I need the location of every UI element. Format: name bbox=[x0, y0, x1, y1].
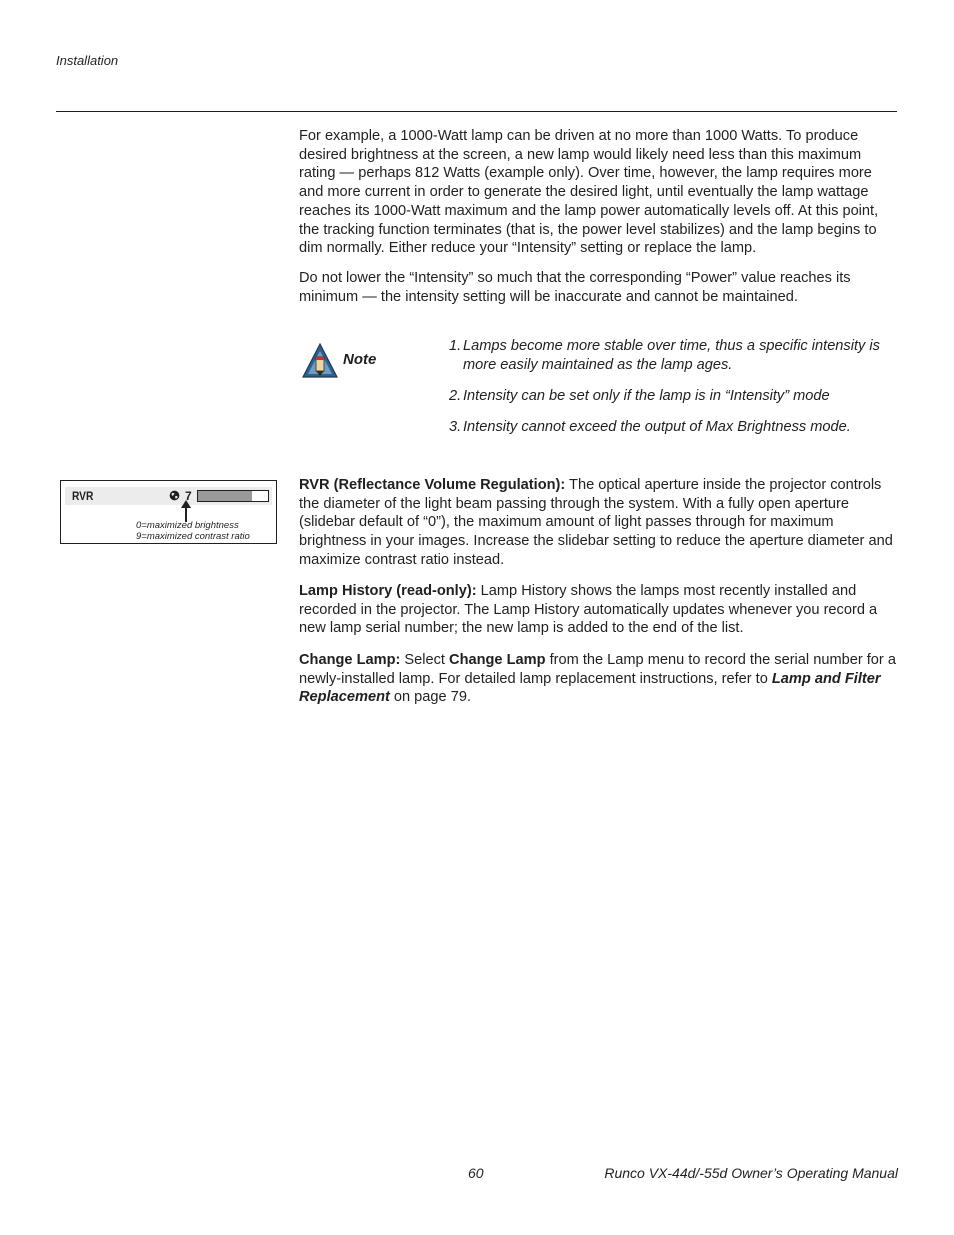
note-list-item bbox=[449, 387, 901, 406]
rvr-menu-row bbox=[65, 487, 272, 505]
body-paragraph-lamp-example bbox=[299, 127, 899, 258]
note-label: Note bbox=[343, 351, 377, 368]
arrow-up-icon bbox=[180, 500, 192, 522]
lamp-history-text: Lamp History shows the lamps most recently installed and recorded in the projector. The Lamp History automatically updates whenever you record a new lamp serial number; the new lamp is added to the end of the list. bbox=[299, 583, 878, 637]
rvr-slider-fill bbox=[198, 491, 252, 501]
rvr-legend-min: 0=maximized brightness bbox=[136, 520, 239, 531]
footer-page-number: 60 bbox=[468, 1165, 484, 1181]
change-lamp-text: Select bbox=[400, 652, 450, 668]
note-item-number: 3. bbox=[449, 419, 462, 435]
cross-reference-link[interactable]: Lamp and Filter Replacement bbox=[299, 670, 881, 706]
header-divider bbox=[56, 111, 897, 112]
rvr-value: 7 bbox=[185, 489, 192, 503]
rvr-menu-label: RVR bbox=[72, 489, 94, 503]
paragraph-text: For example, a 1000-Watt lamp can be driven at no more than 1000 Watts. To produce desired brightness at the screen, a new lamp would likely need less than this maximum rating — perhaps 812 Watts (example only). Over time, however, the lamp requires more and more current in order to generate the desired light, until eventually the lamp wattage reaches its 1000-Watt maximum and the lamp power automatically levels off. At this point, the tracking function terminates (that is, the power level stabilizes) and the lamp begins to dim normally. Either reduce your “Intensity” setting or replace the lamp. bbox=[299, 128, 879, 257]
change-lamp-term: Change Lamp: bbox=[299, 652, 401, 668]
rvr-text: The optical aperture inside the projector controls the diameter of the light beam passing through the system. With a fully open aperture (slidebar default of “0”), the maximum amount of light passes through for maximum brightness in your images. Increase the slidebar setting to reduce the aperture diameter and maximize contrast ratio instead. bbox=[299, 477, 893, 568]
change-lamp-text-continued: from the Lamp menu to record the serial number for a newly-installed lamp. For detailed lamp replacement instructions, refer to bbox=[299, 652, 896, 687]
rvr-legend-max: 9=maximized contrast ratio bbox=[136, 531, 250, 542]
note-item-number: 2. bbox=[449, 388, 462, 404]
change-lamp-paragraph bbox=[299, 651, 899, 707]
footer-manual-title: Runco VX-44d/-55d Owner’s Operating Manual bbox=[604, 1165, 898, 1181]
body-paragraph-intensity-warning bbox=[299, 269, 899, 306]
lamp-history-paragraph bbox=[299, 582, 899, 638]
change-lamp-menu-command: Change Lamp bbox=[449, 652, 546, 668]
note-list-item bbox=[449, 337, 901, 374]
lamp-history-term: Lamp History (read-only): bbox=[299, 583, 477, 599]
note-list-item bbox=[449, 418, 901, 437]
running-header-section: Installation bbox=[56, 53, 119, 68]
note-item-number: 1. bbox=[449, 338, 462, 354]
note-pencil-icon bbox=[301, 342, 339, 380]
rvr-description-paragraph bbox=[299, 476, 899, 570]
paragraph-text: Do not lower the “Intensity” so much that the corresponding “Power” value reaches its minimum — the intensity setting will be inaccurate and cannot be maintained. bbox=[299, 270, 851, 305]
globe-icon bbox=[169, 490, 180, 501]
note-item-text-continued: more easily maintained as the lamp ages. bbox=[463, 356, 733, 373]
note-item-text: Intensity can be set only if the lamp is in “Intensity” mode bbox=[463, 388, 830, 404]
note-item-text: Lamps become more stable over time, thus a specific intensity is bbox=[463, 338, 880, 354]
rvr-term: RVR (Reflectance Volume Regulation): bbox=[299, 477, 566, 493]
note-item-text: Intensity cannot exceed the output of Max Brightness mode. bbox=[463, 419, 851, 435]
change-lamp-text-end: on page 79. bbox=[389, 689, 471, 706]
rvr-slider-bar bbox=[197, 490, 269, 502]
